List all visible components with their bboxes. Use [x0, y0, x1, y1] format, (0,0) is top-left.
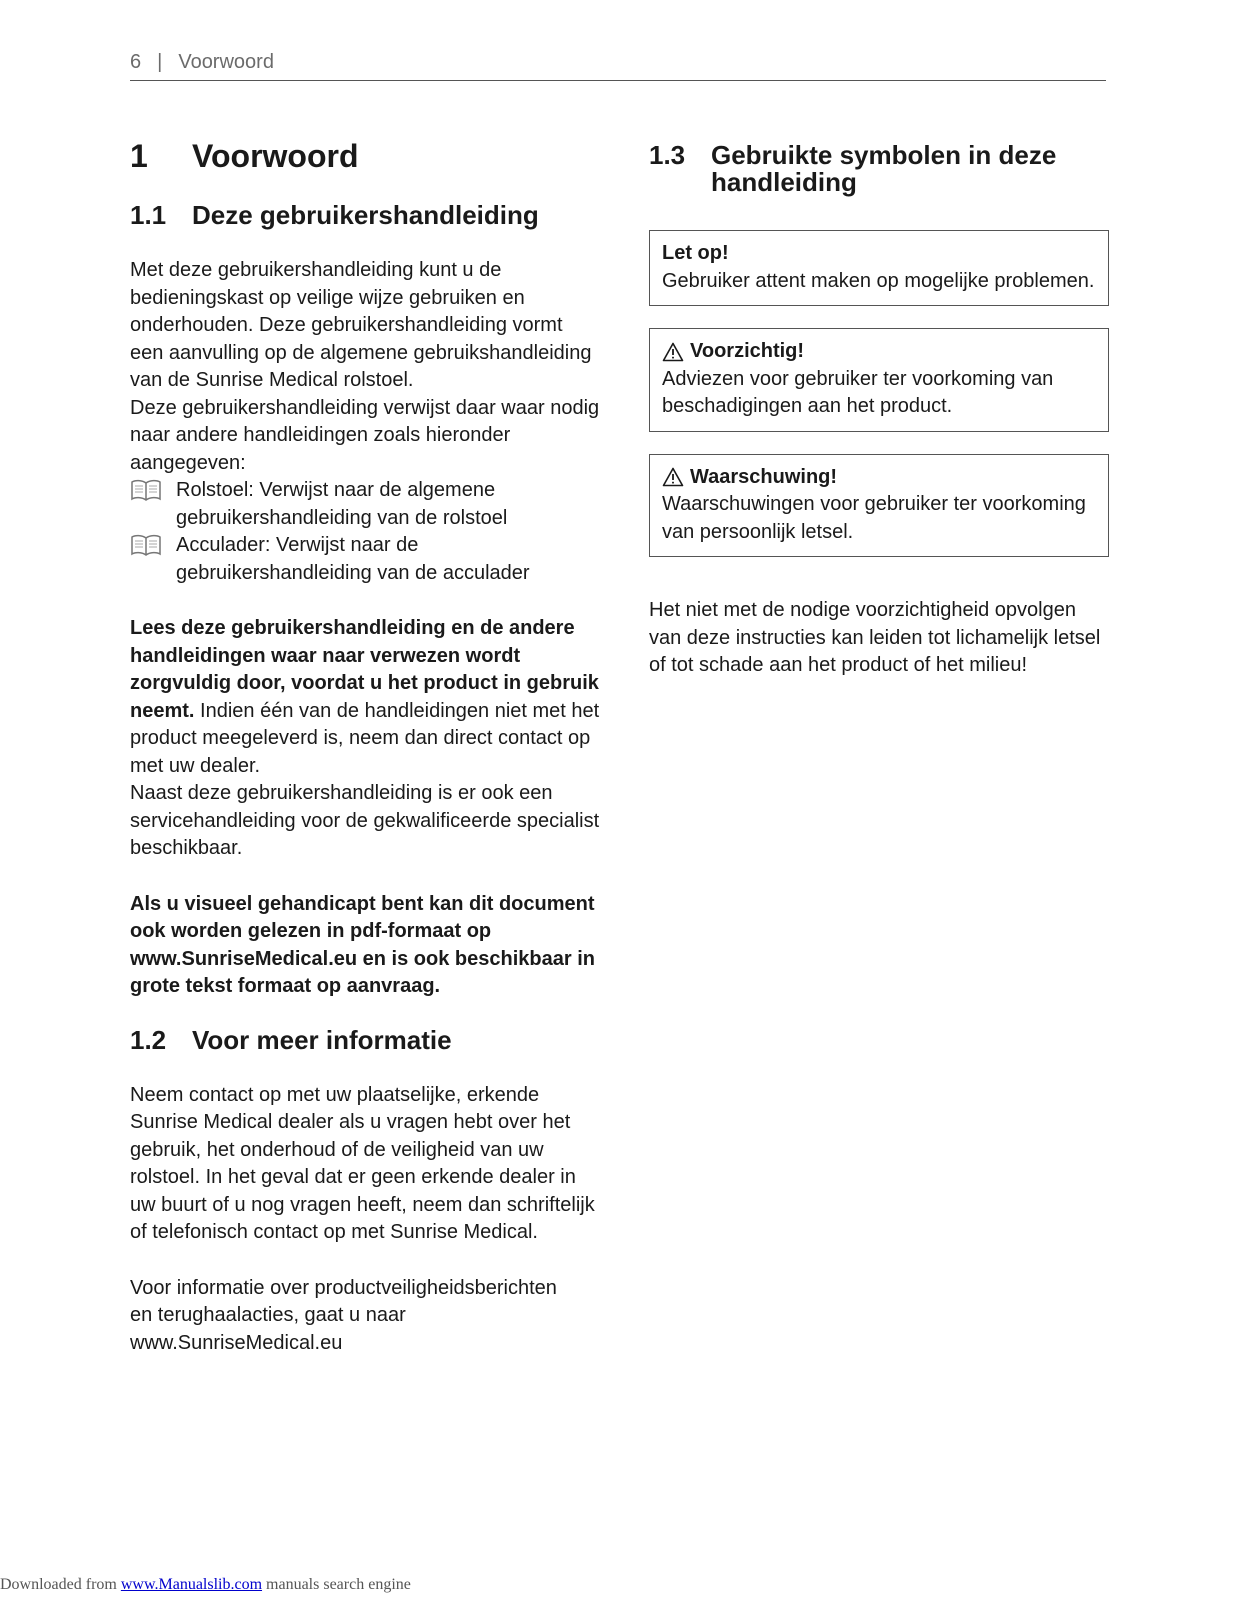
intro-paragraph: Met deze gebruikershandleiding kunt u de bedieningskast op veilige wijze gebruiken en onderhouden. Deze gebruikershandleiding vormt een aanvulling op de algemene gebruikshandleiding van de Sunrise Medical rolstoel. — [130, 259, 592, 391]
page-number: 6 — [130, 51, 142, 73]
manualslib-link[interactable]: www.Manualslib.com — [120, 1576, 263, 1593]
read-instructions-bold: Lees deze gebruikershandleiding en de andere handleidingen waar naar verwezen wordt zorgvuldig door, voordat u het product in gebruik neemt. — [130, 617, 599, 722]
reference-item: Rolstoel: Verwijst naar de algemene gebruikershandleiding van de rolstoel — [130, 477, 600, 532]
notice-box-let-op — [649, 230, 1109, 306]
chapter-heading: 1 Voorwoord — [130, 138, 359, 174]
header-separator: | — [157, 51, 163, 73]
book-icon — [130, 532, 176, 587]
page-header — [130, 48, 1106, 81]
header-section: Voorwoord — [178, 51, 274, 73]
notice-title: Let op! — [662, 242, 729, 264]
visual-impaired-paragraph: Als u visueel gehandicapt bent kan dit document ook worden gelezen in pdf-formaat op www.SunriseMedical.eu en is ook beschikbaar in grote tekst formaat op aanvraag. — [130, 892, 595, 997]
notice-title: Voorzichtig! — [690, 340, 805, 362]
reference-intro: Deze gebruikershandleiding verwijst daar waar nodig naar andere handleidingen zoals hieronder aangegeven: — [130, 396, 600, 474]
section-heading-1-3: 1.3 Gebruikte symbolen in deze handleiding — [649, 140, 1057, 197]
recall-paragraph: Voor informatie over productveiligheidsberichten en terughaalacties, gaat u naar www.SunriseMedical.eu — [130, 1276, 557, 1354]
warning-triangle-icon — [662, 342, 684, 362]
download-footer: Downloaded from www.Manualslib.com manuals search engine — [0, 1576, 411, 1593]
read-instructions-rest: Indien één van de handleidingen niet met het product meegeleverd is, neem dan direct contact op met uw dealer. — [130, 699, 600, 777]
left-column — [130, 136, 600, 1357]
read-instructions-paragraph — [130, 615, 600, 780]
warning-triangle-icon — [662, 467, 684, 487]
notice-text: Adviezen voor gebruiker ter voorkoming van beschadigingen aan het product. — [662, 367, 1054, 417]
reference-list — [130, 477, 600, 587]
notice-text: Waarschuwingen voor gebruiker ter voorkoming van persoonlijk letsel. — [662, 493, 1086, 543]
service-paragraph: Naast deze gebruikershandleiding is er ook een servicehandleiding voor de gekwalificeerde specialist beschikbaar. — [130, 782, 600, 859]
notice-box-voorzichtig — [649, 328, 1109, 432]
closing-paragraph: Het niet met de nodige voorzichtigheid opvolgen van deze instructies kan leiden tot lichamelijk letsel of tot schade aan het product of het milieu! — [649, 599, 1101, 676]
reference-item: Acculader: Verwijst naar de gebruikershandleiding van de acculader — [130, 532, 600, 587]
notice-text: Gebruiker attent maken op mogelijke problemen. — [662, 269, 1095, 292]
contact-paragraph: Neem contact op met uw plaatselijke, erkende Sunrise Medical dealer als u vragen hebt over het gebruik, het onderhoud of de veiligheid van uw rolstoel. In het geval dat er geen erkende dealer in uw buurt of u nog vragen heeft, neem dan schriftelijk of telefonisch contact op met Sunrise Medical. — [130, 1083, 595, 1243]
notice-box-waarschuwing — [649, 454, 1109, 558]
book-icon — [130, 477, 176, 532]
section-heading-1-1: 1.1 Deze gebruikershandleiding — [130, 200, 539, 230]
section-heading-1-2: 1.2 Voor meer informatie — [130, 1024, 452, 1055]
notice-title: Waarschuwing! — [690, 465, 838, 488]
right-column — [649, 142, 1109, 680]
